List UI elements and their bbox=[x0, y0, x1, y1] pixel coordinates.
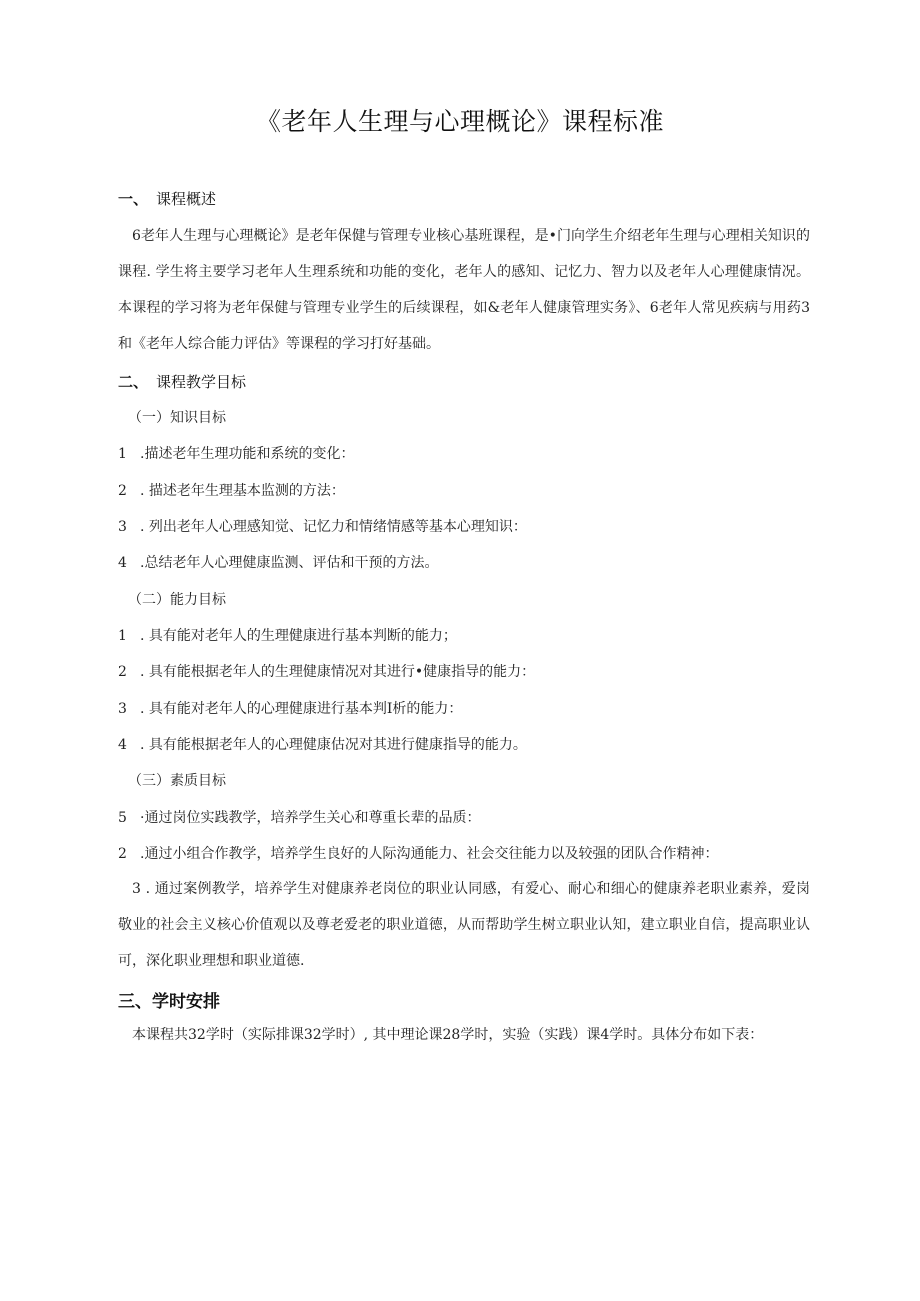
item-text: . 具有能对老年人的生理健康进行基本判断的能力； bbox=[140, 628, 457, 644]
section-heading-course-overview bbox=[118, 188, 216, 209]
subsection-heading-knowledge: （一）知识目标 bbox=[128, 410, 226, 426]
subsection-heading-ability: （二）能力目标 bbox=[128, 592, 226, 608]
list-item bbox=[118, 807, 480, 827]
item-text: ·通过岗位实践教学，培养学生关心和尊重长辈的品质： bbox=[140, 810, 481, 826]
section-number: 二、 bbox=[118, 373, 149, 391]
list-item bbox=[118, 661, 535, 681]
quality-item-3-paragraph: 3 . 通过案例教学，培养学生对健康养老岗位的职业认同感，有爱心、耐心和细心的健康养老职业素养，爱岗敬业的社会主义核心价值观以及尊老爱老的职业道德，从而帮助学生树立职业认知，建立职业自信，提高职业认可，深化职业理想和职业道德. bbox=[118, 881, 810, 969]
list-item bbox=[118, 625, 457, 645]
document-title: 《老年人生理与心理概论》课程标准 bbox=[255, 107, 664, 136]
item-number: 2 bbox=[118, 664, 127, 680]
subsection-heading-quality: （三）素质目标 bbox=[128, 773, 226, 789]
item-number: 1 bbox=[118, 446, 127, 462]
list-item bbox=[118, 843, 718, 863]
item-number: 4 bbox=[118, 555, 127, 571]
section-number: 一、 bbox=[118, 190, 149, 208]
item-number: 2 bbox=[118, 483, 127, 499]
list-item bbox=[118, 698, 462, 718]
section-title: 课程教学目标 bbox=[156, 373, 247, 391]
item-text: . 描述老年生理基本监测的方法： bbox=[140, 483, 345, 499]
hours-paragraph: 本课程共32学时（实际排课32学时）, 其中理论课28学时，实验（实践）课4学时。具体分布如下表： bbox=[132, 1027, 764, 1043]
item-number: 1 bbox=[118, 628, 127, 644]
section-heading-teaching-objectives bbox=[118, 371, 246, 392]
item-number: 5 bbox=[118, 810, 127, 826]
item-number: 4 bbox=[118, 737, 127, 753]
item-number: 3 bbox=[118, 701, 127, 717]
item-number: 3 bbox=[118, 519, 127, 535]
section-title: 课程概述 bbox=[156, 190, 217, 208]
list-item bbox=[118, 480, 345, 500]
item-text: . 具有能对老年人的心理健康进行基本判I析的能力： bbox=[140, 701, 463, 717]
section-heading-hours: 三、学时安排 bbox=[118, 992, 220, 1012]
list-item bbox=[118, 443, 354, 463]
item-text: . 具有能根据老年人的生理健康情况对其进行•健康指导的能力： bbox=[140, 664, 536, 680]
item-text: . 列出老年人心理感知觉、记忆力和情绪情感等基本心理知识： bbox=[140, 519, 527, 535]
course-overview-paragraph: 6老年人生理与心理概论》是老年保健与管理专业核心基班课程，是•门向学生介绍老年生理与心理相关知识的课程. 学生将主要学习老年人生理系统和功能的变化，老年人的感知、记忆力、智力以及老年人心理健康情况。本课程的学习将为老年保健与管理专业学生的后续课程，如&老年人健康管理实务》、6老年人常见疾病与用药3和《老年人综合能力评估》等课程的学习打好基础。 bbox=[118, 228, 810, 352]
item-text: .通过小组合作教学，培养学生良好的人际沟通能力、社会交往能力以及较强的团队合作精神： bbox=[140, 846, 719, 862]
list-item bbox=[118, 734, 527, 754]
item-text: .总结老年人心理健康监测、评估和干预的方法。 bbox=[140, 555, 439, 571]
item-text: .描述老年生理功能和系统的变化： bbox=[140, 446, 355, 462]
list-item bbox=[118, 516, 527, 536]
item-number: 2 bbox=[118, 846, 127, 862]
list-item bbox=[118, 552, 438, 572]
item-text: . 具有能根据老年人的心理健康估况对其进行健康指导的能力。 bbox=[140, 737, 527, 753]
